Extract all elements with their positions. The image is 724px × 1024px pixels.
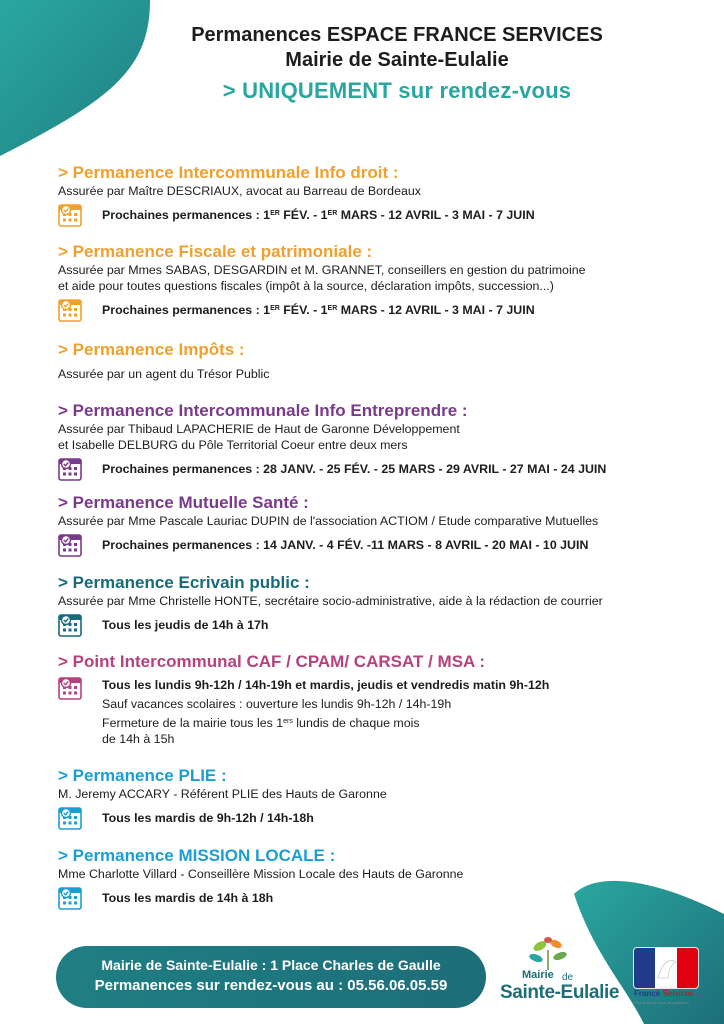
- section-description: Assurée par Mme Christelle HONTE, secrétaire socio-administrative, aide à la rédaction de courrier: [58, 594, 603, 608]
- page-title: Permanences ESPACE FRANCE SERVICES: [191, 24, 603, 46]
- section-description: Assurée par Mme Pascale Lauriac DUPIN de l'association ACTIOM / Etude comparative Mutuelles: [58, 514, 599, 528]
- section-info-droit: [58, 163, 704, 228]
- section-description: Assurée par Mmes SABAS, DESGARDIN et M. GRANNET, conseillers en gestion du patrimoine: [58, 263, 586, 277]
- section-mutuelle-sante: [58, 493, 704, 558]
- marianne-flag-icon: [634, 948, 698, 988]
- calendar-icon: [58, 805, 88, 831]
- de-word: de: [562, 972, 574, 983]
- france-services-wordmark: France Services: [634, 989, 694, 998]
- section-description: et aide pour toutes questions fiscales (impôt à la source, déclaration impôts, succession...): [58, 279, 554, 293]
- schedule-text: Prochaines permanences : 1ER FÉV. - 1ER MARS - 12 AVRIL - 3 MAI - 7 JUIN: [102, 208, 535, 222]
- section-title: > Permanence Ecrivain public :: [58, 573, 310, 592]
- section-title: > Permanence Intercommunale Info droit :: [58, 163, 399, 182]
- section-fiscale-patrimoniale: [58, 242, 704, 323]
- section-title: > Permanence Impôts :: [58, 340, 245, 359]
- calendar-icon: [58, 532, 88, 558]
- schedule-text: Prochaines permanences : 28 JANV. - 25 FÉV. - 25 MARS - 29 AVRIL - 27 MAI - 24 JUIN: [102, 462, 607, 476]
- schedule-text: Prochaines permanences : 14 JANV. - 4 FÉV. -11 MARS - 8 AVRIL - 20 MAI - 10 JUIN: [102, 538, 589, 552]
- address-text: Mairie de Sainte-Eulalie : 1 Place Charles de Gaulle: [101, 957, 441, 973]
- calendar-icon: [58, 885, 88, 911]
- section-plie: [58, 766, 704, 831]
- mairie-logo: [500, 936, 619, 1016]
- schedule-text: Tous les mardis de 14h à 18h: [102, 891, 274, 905]
- contact-banner: [56, 946, 486, 1008]
- schedule-note: de 14h à 15h: [102, 732, 175, 746]
- section-title: > Permanence MISSION LOCALE :: [58, 846, 336, 865]
- schedule-text: Prochaines permanences : 1ER FÉV. - 1ER MARS - 12 AVRIL - 3 MAI - 7 JUIN: [102, 303, 535, 317]
- section-title: > Permanence Fiscale et patrimoniale :: [58, 242, 373, 261]
- calendar-icon: [58, 202, 88, 228]
- section-description: et Isabelle DELBURG du Pôle Territorial Coeur entre deux mers: [58, 438, 408, 452]
- section-title: > Permanence Mutuelle Santé :: [58, 493, 309, 512]
- page-header: [0, 22, 724, 106]
- schedule-text: Tous les lundis 9h-12h / 14h-19h et mardis, jeudis et vendredis matin 9h-12h: [102, 678, 550, 692]
- section-description: Assurée par Thibaud LAPACHERIE de Haut de Garonne Développement: [58, 422, 460, 436]
- leaves-icon: [518, 936, 578, 972]
- section-impots: [58, 340, 704, 382]
- section-title: > Point Intercommunal CAF / CPAM/ CARSAT / MSA :: [58, 652, 486, 671]
- appointment-only-banner: > UNIQUEMENT sur rendez-vous: [222, 78, 572, 103]
- section-description: M. Jeremy ACCARY - Référent PLIE des Hauts de Garonne: [58, 787, 387, 801]
- france-services-tagline: Plus près de vous au quotidien: [634, 1000, 689, 1005]
- section-ecrivain-public: [58, 573, 704, 638]
- town-name: Sainte-Eulalie: [500, 982, 619, 1003]
- schedule-note: Sauf vacances scolaires : ouverture les lundis 9h-12h / 14h-19h: [102, 697, 452, 711]
- section-title: > Permanence PLIE :: [58, 766, 227, 785]
- section-description: Assurée par Maître DESCRIAUX, avocat au Barreau de Bordeaux: [58, 184, 421, 198]
- schedule-text: Tous les jeudis de 14h à 17h: [102, 618, 269, 632]
- phone-text: Permanences sur rendez-vous au : 05.56.06.05.59: [94, 977, 448, 994]
- section-mission-locale: [58, 846, 704, 911]
- section-point-caf-cpam: [58, 652, 704, 747]
- france-services-logo: [628, 948, 708, 1008]
- mairie-word: Mairie: [522, 969, 554, 981]
- section-info-entreprendre: [58, 401, 704, 482]
- calendar-icon: [58, 675, 88, 701]
- calendar-icon: [58, 456, 88, 482]
- schedule-note: Fermeture de la mairie tous les 1ers lundis de chaque mois: [102, 716, 420, 730]
- page-subtitle: Mairie de Sainte-Eulalie: [285, 49, 509, 71]
- schedule-text: Tous les mardis de 9h-12h / 14h-18h: [102, 811, 314, 825]
- section-title: > Permanence Intercommunale Info Entreprendre :: [58, 401, 468, 420]
- section-description: Mme Charlotte Villard - Conseillère Mission Locale des Hauts de Garonne: [58, 867, 464, 881]
- section-description: Assurée par un agent du Trésor Public: [58, 367, 270, 381]
- calendar-icon: [58, 297, 88, 323]
- calendar-icon: [58, 612, 88, 638]
